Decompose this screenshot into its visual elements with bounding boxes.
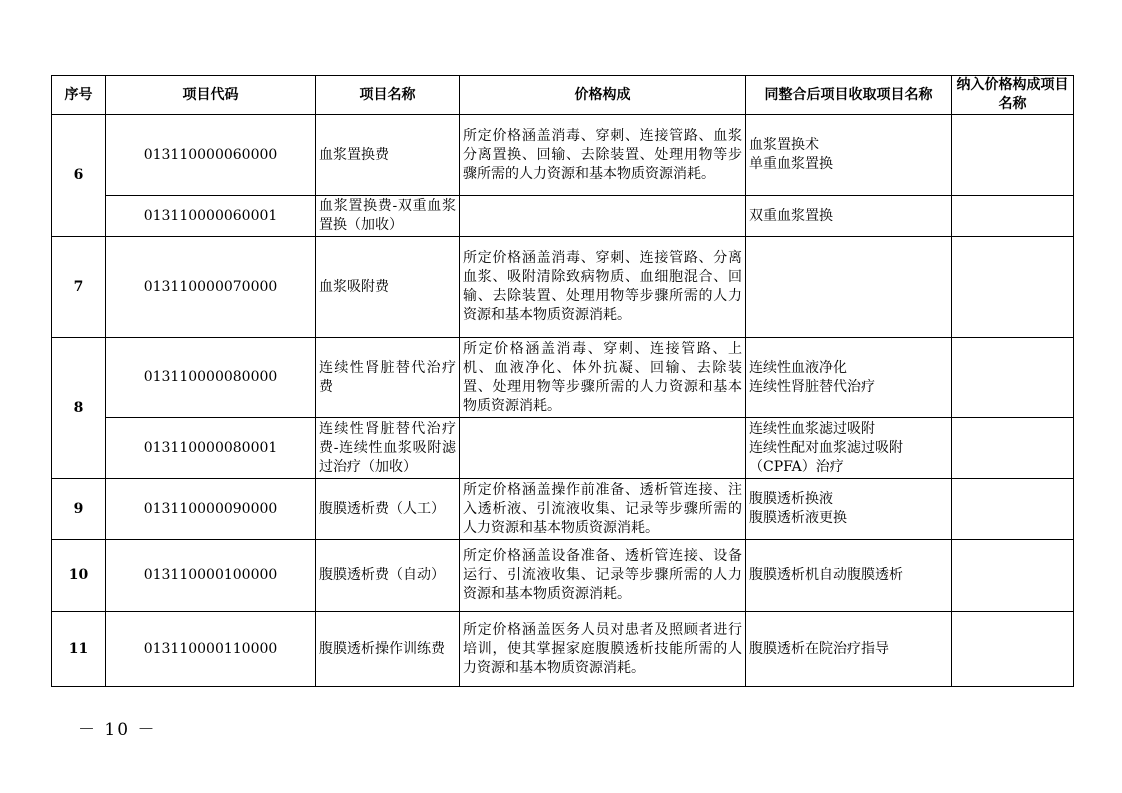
code-cell: 013110000060000 <box>106 115 316 196</box>
composition-cell: 所定价格涵盖消毒、穿刺、连接管路、上机、血液净化、体外抗凝、回输、去除装置、处理用物等步骤所需的人力资源和基本物质资源消耗。 <box>460 338 746 418</box>
code-cell: 013110000070000 <box>106 237 316 338</box>
code-cell: 013110000100000 <box>106 540 316 612</box>
composition-cell <box>460 418 746 479</box>
table-row <box>52 115 1074 196</box>
composition-cell: 所定价格涵盖消毒、穿刺、连接管路、血浆分离置换、回输、去除装置、处理用物等步骤所需的人力资源和基本物质资源消耗。 <box>460 115 746 196</box>
name-cell: 血浆置换费-双重血浆置换（加收） <box>316 196 460 237</box>
table-row <box>52 540 1074 612</box>
name-cell: 连续性肾脏替代治疗费-连续性血浆吸附滤过治疗（加收） <box>316 418 460 479</box>
merged-names-cell: 连续性血液净化 连续性肾脏替代治疗 <box>746 338 952 418</box>
name-cell: 连续性肾脏替代治疗费 <box>316 338 460 418</box>
header-code: 项目代码 <box>106 76 316 115</box>
included-names-cell <box>952 540 1074 612</box>
code-cell: 013110000110000 <box>106 612 316 687</box>
seq-cell: 10 <box>52 540 106 612</box>
merged-names-cell: 双重血浆置换 <box>746 196 952 237</box>
composition-cell: 所定价格涵盖医务人员对患者及照顾者进行培训，使其掌握家庭腹膜透析技能所需的人力资源和基本物质资源消耗。 <box>460 612 746 687</box>
page-number: － 10 － <box>78 720 157 740</box>
included-names-cell <box>952 196 1074 237</box>
merged-names-cell <box>746 237 952 338</box>
merged-names-cell: 血浆置换术 单重血浆置换 <box>746 115 952 196</box>
table-row <box>52 338 1074 418</box>
code-cell: 013110000080001 <box>106 418 316 479</box>
included-names-cell <box>952 479 1074 540</box>
composition-cell: 所定价格涵盖操作前准备、透析管连接、注入透析液、引流液收集、记录等步骤所需的人力资源和基本物质资源消耗。 <box>460 479 746 540</box>
composition-cell: 所定价格涵盖设备准备、透析管连接、设备运行、引流液收集、记录等步骤所需的人力资源和基本物质资源消耗。 <box>460 540 746 612</box>
name-cell: 腹膜透析操作训练费 <box>316 612 460 687</box>
table-row <box>52 418 1074 479</box>
merged-names-cell: 腹膜透析机自动腹膜透析 <box>746 540 952 612</box>
included-names-cell <box>952 115 1074 196</box>
seq-cell: 11 <box>52 612 106 687</box>
included-names-cell <box>952 418 1074 479</box>
seq-cell: 7 <box>52 237 106 338</box>
code-cell: 013110000080000 <box>106 338 316 418</box>
included-names-cell <box>952 338 1074 418</box>
seq-cell: 6 <box>52 115 106 237</box>
included-names-cell <box>952 237 1074 338</box>
code-cell: 013110000060001 <box>106 196 316 237</box>
composition-cell: 所定价格涵盖消毒、穿刺、连接管路、分离血浆、吸附清除致病物质、血细胞混合、回输、去除装置、处理用物等步骤所需的人力资源和基本物质资源消耗。 <box>460 237 746 338</box>
name-cell: 腹膜透析费（人工） <box>316 479 460 540</box>
table-row <box>52 196 1074 237</box>
merged-names-cell: 腹膜透析在院治疗指导 <box>746 612 952 687</box>
header-composition: 价格构成 <box>460 76 746 115</box>
price-table <box>51 75 1074 687</box>
table-header-row <box>52 76 1074 115</box>
seq-cell: 9 <box>52 479 106 540</box>
header-name: 项目名称 <box>316 76 460 115</box>
seq-cell: 8 <box>52 338 106 479</box>
name-cell: 血浆置换费 <box>316 115 460 196</box>
name-cell: 血浆吸附费 <box>316 237 460 338</box>
composition-cell <box>460 196 746 237</box>
table-row <box>52 479 1074 540</box>
header-included-names: 纳入价格构成项目名称 <box>952 76 1074 115</box>
included-names-cell <box>952 612 1074 687</box>
merged-names-cell: 腹膜透析换液 腹膜透析液更换 <box>746 479 952 540</box>
name-cell: 腹膜透析费（自动） <box>316 540 460 612</box>
header-seq: 序号 <box>52 76 106 115</box>
code-cell: 013110000090000 <box>106 479 316 540</box>
merged-names-cell: 连续性血浆滤过吸附 连续性配对血浆滤过吸附（CPFA）治疗 <box>746 418 952 479</box>
table-row <box>52 237 1074 338</box>
header-merged-names: 同整合后项目收取项目名称 <box>746 76 952 115</box>
table-row <box>52 612 1074 687</box>
